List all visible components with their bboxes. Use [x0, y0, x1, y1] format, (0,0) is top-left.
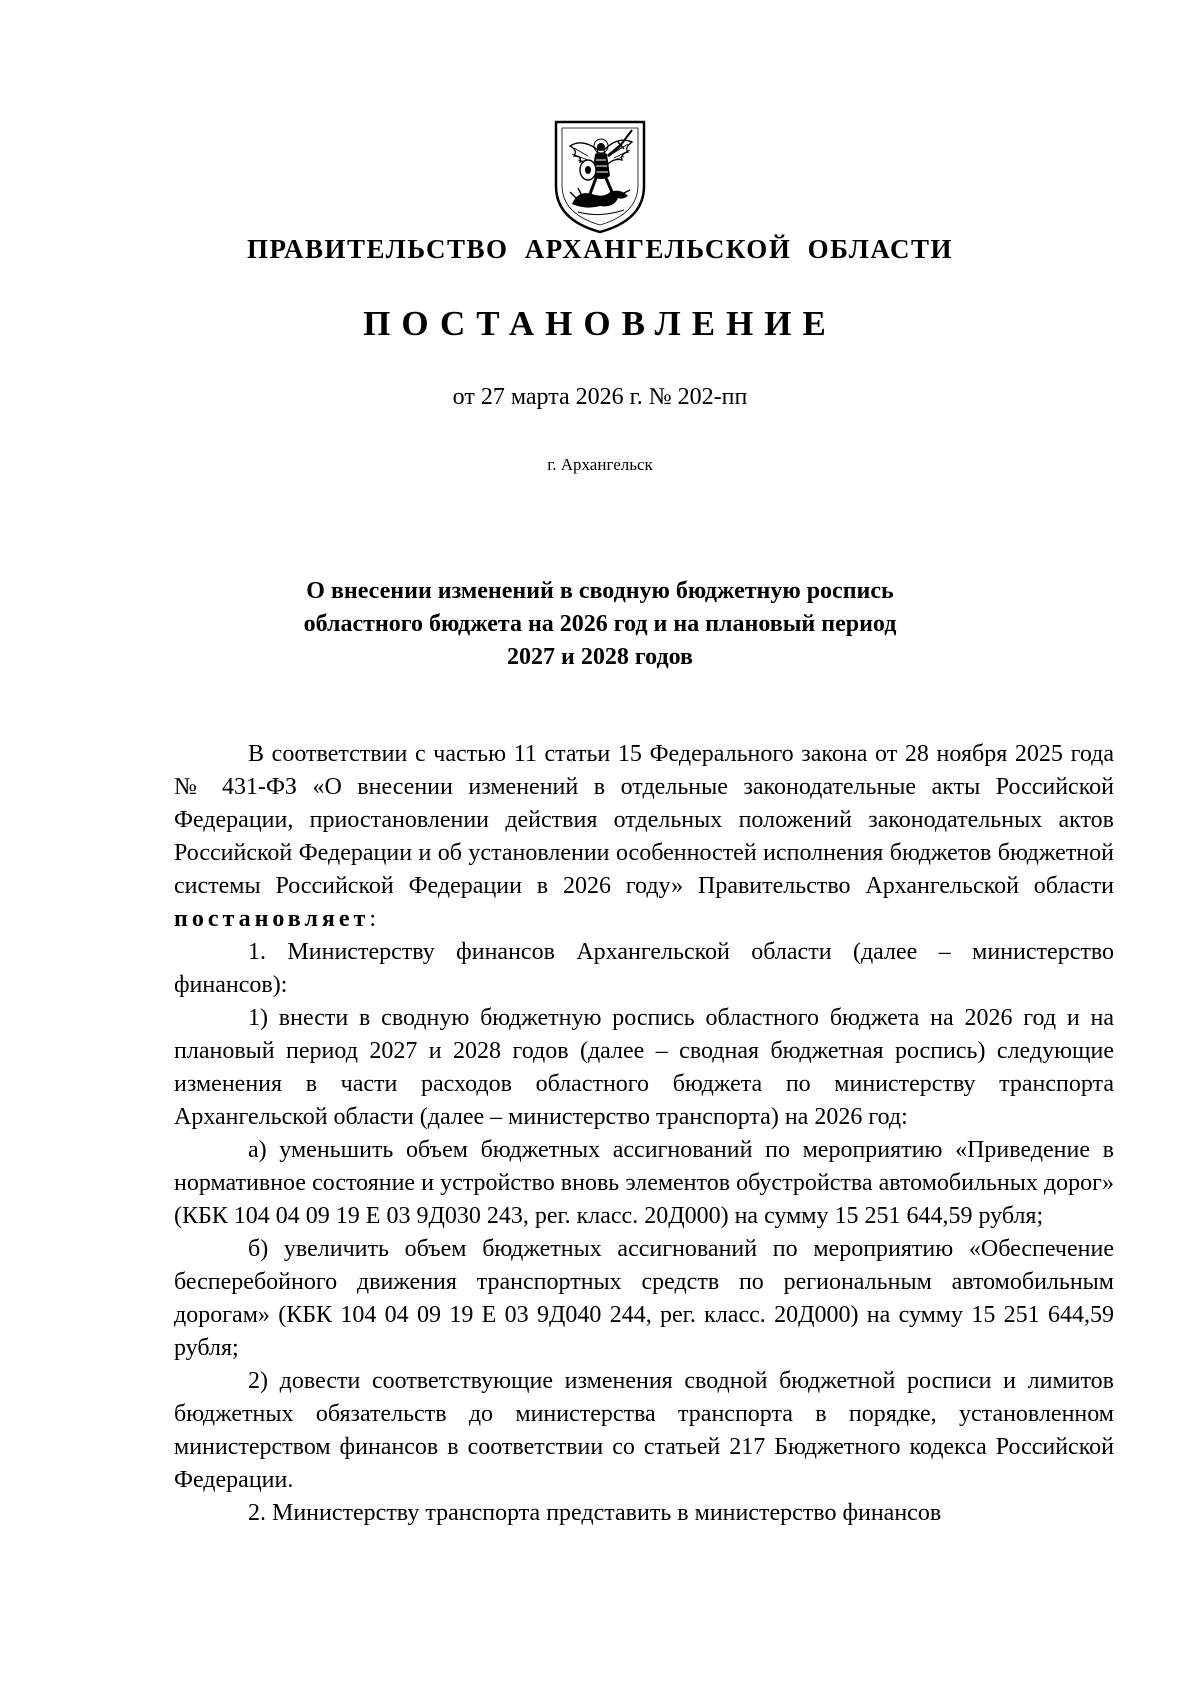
subject-line-1: О внесении изменений в сводную бюджетную роспись — [306, 578, 894, 604]
preamble-paragraph — [174, 738, 1114, 936]
document-type: ПОСТАНОВЛЕНИЕ — [363, 304, 837, 343]
preamble-text: В соответствии с частью 11 статьи 15 Федерального закона от 28 ноября 2025 года № 431-ФЗ «О внесении изменений в отдельные законодательные акты Российской Федерации, приостановлении действия отдельных положений законодательных актов Российской Федерации и об установлении особенностей исполнения бюджетов бюджетной системы Российской Федерации в 2026 году» Правительство Архангельской области — [174, 741, 1114, 899]
paragraph-1-2: 2) довести соответствующие изменения сводной бюджетной росписи и лимитов бюджетных обязательств до министерства транспорта в порядке, установленном министерством финансов в соответствии со статьей 217 Бюджетного кодекса Российской Федерации. — [174, 1368, 1114, 1493]
decree-word: постановляет — [174, 906, 370, 932]
coat-of-arms-icon — [548, 116, 652, 236]
government-title: ПРАВИТЕЛЬСТВО АРХАНГЕЛЬСКОЙ ОБЛАСТИ — [246, 234, 954, 264]
decree-suffix: : — [369, 906, 376, 932]
subject-line-2: областного бюджета на 2026 год и на плановый период — [303, 611, 897, 637]
document-body — [174, 738, 1114, 1530]
paragraph-1-1-b: б) увеличить объем бюджетных ассигнований по мероприятию «Обеспечение бесперебойного движения транспортных средств по региональным автомобильным дорогам» (КБК 104 04 09 19 Е 03 9Д040 244, рег. класс. 20Д000) на сумму 15 251 644,59 рубля; — [174, 1236, 1114, 1361]
paragraph-1: 1. Министерству финансов Архангельской области (далее – министерство финансов): — [174, 939, 1114, 998]
paragraph-2: 2. Министерству транспорта представить в министерство финансов — [248, 1500, 942, 1526]
paragraph-1-1-a: а) уменьшить объем бюджетных ассигнований по мероприятию «Приведение в нормативное состояние и устройство вновь элементов обустройства автомобильных дорог» (КБК 104 04 09 19 Е 03 9Д030 243, рег. класс. 20Д000) на сумму 15 251 644,59 рубля; — [174, 1137, 1114, 1229]
subject-line-3: 2027 и 2028 годов — [507, 644, 693, 670]
document-subject — [0, 575, 1200, 674]
document-date-number: от 27 марта 2026 г. № 202-пп — [452, 384, 748, 410]
paragraph-1-1: 1) внести в сводную бюджетную роспись областного бюджета на 2026 год и на плановый период 2027 и 2028 годов (далее – сводная бюджетная роспись) следующие изменения в части расходов областного бюджета по министерству транспорта Архангельской области (далее – министерство транспорта) на 2026 год: — [174, 1005, 1114, 1130]
document-city: г. Архангельск — [547, 455, 653, 474]
